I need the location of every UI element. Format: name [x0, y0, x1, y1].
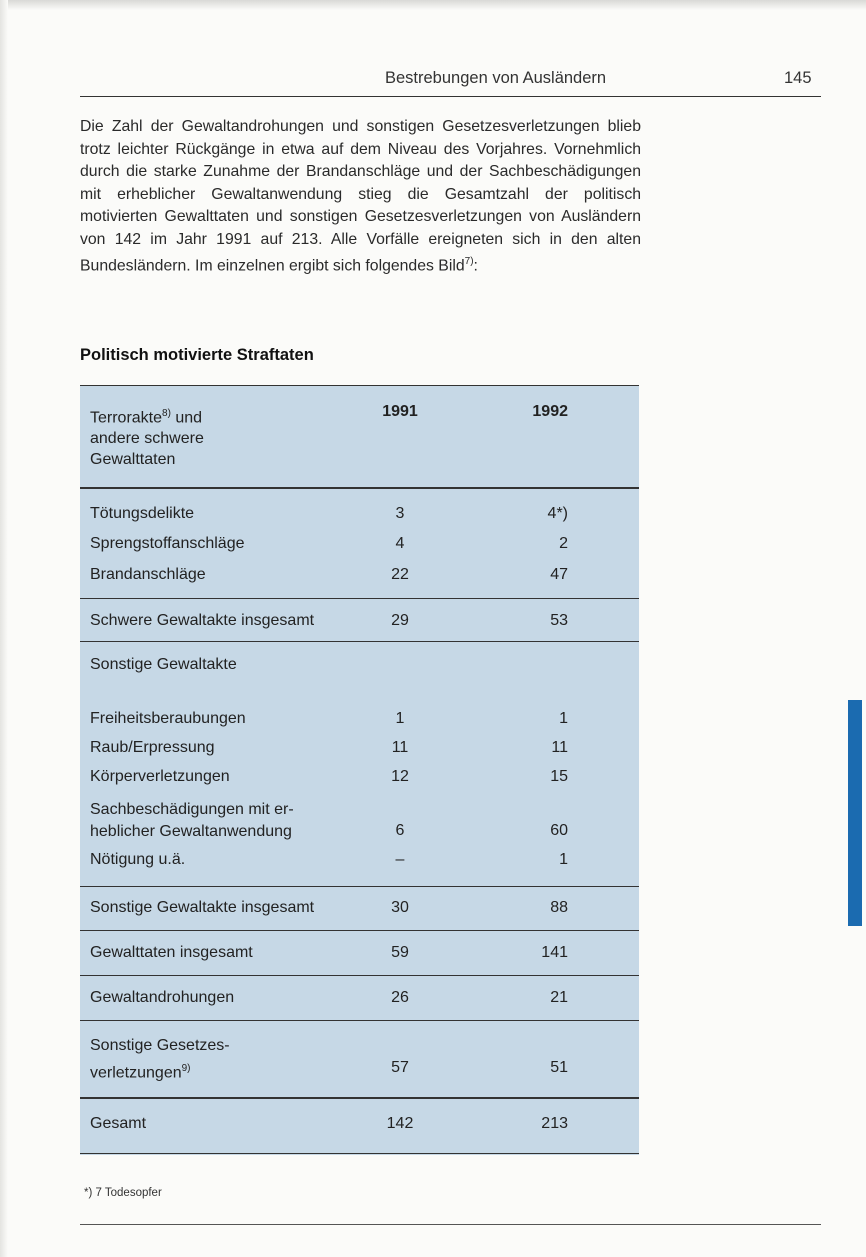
intro-text: Die Zahl der Gewaltandrohungen und sonstigen Gesetzesverletzungen blieb trotz leichter Rückgänge in etwa auf dem Niveau des Vorjahres. Vornehmlich durch die starke Zunahme der Brandanschläge und der Sachbeschädigungen mit erheblicher Gewaltanwendung stieg die Gesamtzahl der politisch motivierten Gewalttaten und sonstigen Gesetzesverletzungen von Ausländern von 142 im Jahr 1991 auf 213. Alle Vorfälle ereigneten sich in den alten Bundesländern. Im einzelnen ergibt sich folgendes Bild	[80, 118, 641, 275]
cell-1991: 3	[395, 505, 405, 522]
cell-1992: 213	[541, 1115, 568, 1132]
year-1992-header: 1992	[532, 403, 568, 420]
chapter-thumb-tab	[848, 700, 862, 926]
row-label-sonstige-gewaltakte-total: Sonstige Gewaltakte insgesamt	[90, 899, 315, 916]
row-label-sonstige-gesetzesverletzungen	[90, 1034, 230, 1084]
intro-footnote-mark: 7)	[464, 256, 474, 267]
gesetz-footnote-mark: 9)	[181, 1063, 191, 1074]
running-header-title: Bestrebungen von Ausländern	[385, 69, 607, 87]
section-title: Politisch motivierte Straftaten	[80, 346, 314, 364]
header-rule	[80, 96, 821, 97]
row-label-sprengstoffanschlaege: Sprengstoffanschläge	[90, 535, 245, 552]
header-label-line1: Terrorakte	[90, 409, 163, 427]
cell-1991: 12	[391, 768, 409, 785]
cell-1992: 141	[541, 944, 568, 961]
row-label-brandanschlaege: Brandanschläge	[90, 566, 206, 583]
row-label-raub-erpressung: Raub/Erpressung	[90, 739, 215, 756]
sach-label-line1: Sachbeschädigungen mit er-	[90, 801, 294, 818]
table-rule	[80, 1097, 639, 1099]
table-rule-header	[80, 487, 639, 489]
cell-1992: 4*)	[547, 505, 568, 522]
cell-1992: 60	[550, 822, 568, 839]
cell-1992: 47	[550, 566, 568, 583]
table-rule	[80, 641, 639, 642]
header-footnote-mark: 8)	[162, 408, 171, 419]
row-label-gewaltandrohungen: Gewaltandrohungen	[90, 989, 235, 1006]
row-label-gewalttaten-total: Gewalttaten insgesamt	[90, 944, 253, 961]
cell-1991: 57	[391, 1059, 409, 1076]
row-label-toetungsdelikte: Tötungsdelikte	[90, 505, 195, 522]
table-rule	[80, 1020, 639, 1021]
table-rule	[80, 886, 639, 887]
cell-1991: 1	[395, 710, 405, 727]
cell-1991: 142	[386, 1115, 414, 1132]
table-rule	[80, 598, 639, 599]
year-1991-header: 1991	[382, 403, 418, 420]
cell-1991: –	[395, 851, 405, 868]
table-rule	[80, 930, 639, 931]
table-header-label	[90, 403, 204, 470]
page-left-edge	[0, 0, 8, 1257]
row-label-sachbeschaedigungen	[90, 799, 294, 843]
gesetz-label-line2: verletzungen	[90, 1064, 182, 1082]
cell-1992: 11	[551, 739, 568, 756]
bottom-rule	[80, 1224, 821, 1225]
cell-1991: 6	[395, 822, 405, 839]
header-label-line2: andere schwere	[90, 430, 204, 448]
table-footnote: *) 7 Todesopfer	[84, 1187, 162, 1199]
table-rule-bottom	[80, 1153, 639, 1154]
cell-1992: 88	[550, 899, 568, 916]
row-label-freiheitsberaubungen: Freiheitsberaubungen	[90, 710, 246, 727]
table-rule	[80, 975, 639, 976]
subheading-sonstige-gewaltakte: Sonstige Gewaltakte	[90, 656, 237, 673]
row-label-gesamt: Gesamt	[90, 1115, 147, 1132]
gesetz-label-line1: Sonstige Gesetzes-	[90, 1037, 230, 1054]
cell-1992: 2	[559, 535, 568, 552]
header-label-line1-rest: und	[170, 409, 203, 427]
cell-1991: 30	[391, 899, 409, 916]
cell-1991: 22	[391, 566, 409, 583]
cell-1992: 1	[559, 710, 568, 727]
cell-1991: 26	[391, 989, 409, 1006]
cell-1991: 29	[391, 612, 409, 629]
page-number: 145	[784, 69, 812, 87]
intro-end: :	[473, 257, 478, 275]
cell-1991: 4	[395, 535, 405, 552]
cell-1992: 1	[559, 851, 568, 868]
cell-1991: 11	[391, 739, 409, 756]
cell-1992: 53	[550, 612, 568, 629]
row-label-koerperverletzungen: Körperverletzungen	[90, 768, 230, 785]
sach-label-line2: heblicher Gewaltanwendung	[90, 823, 292, 840]
table-rule-top	[80, 385, 639, 386]
cell-1992: 21	[550, 989, 568, 1006]
intro-paragraph	[80, 116, 641, 278]
page-top-edge	[0, 0, 866, 10]
row-label-noetigung: Nötigung u.ä.	[90, 851, 186, 868]
header-label-line3: Gewalttaten	[90, 451, 176, 469]
cell-1992: 15	[550, 768, 568, 785]
row-label-schwere-gewaltakte-total: Schwere Gewaltakte insgesamt	[90, 612, 315, 629]
cell-1991: 59	[391, 944, 409, 961]
cell-1992: 51	[550, 1059, 568, 1076]
